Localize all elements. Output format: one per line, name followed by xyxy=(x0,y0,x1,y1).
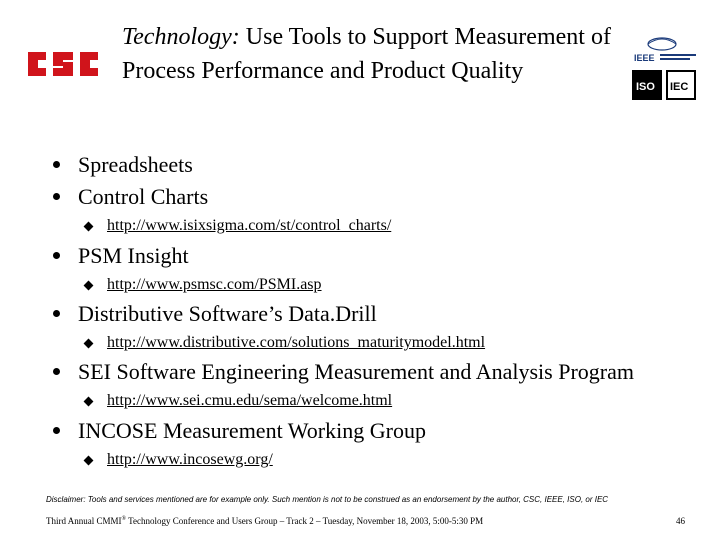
title-lead: Technology: xyxy=(122,24,240,50)
csc-logo xyxy=(26,46,100,82)
footer xyxy=(46,516,483,526)
bullet-control-charts: Control Charts xyxy=(78,184,209,209)
bullet-dot xyxy=(53,368,60,375)
iec-logo xyxy=(666,70,696,100)
title-rest: Use Tools to Support Measurement of Process Performance and Product Quality xyxy=(122,24,611,84)
footer-prefix: Third Annual CMMI xyxy=(46,516,122,526)
bullet-dot xyxy=(53,252,60,259)
iec-text: IEC xyxy=(670,81,689,93)
bullet-sei: SEI Software Engineering Measurement and Analysis Program xyxy=(78,359,634,384)
bullet-dot xyxy=(53,310,60,317)
sub-bullet-diamond xyxy=(84,222,94,232)
bullet-psm-insight: PSM Insight xyxy=(78,243,189,268)
sub-bullet-diamond xyxy=(84,456,94,466)
bullet-dot xyxy=(53,193,60,200)
link-psmsc[interactable]: http://www.psmsc.com/PSMI.asp xyxy=(107,276,322,293)
bullet-incose: INCOSE Measurement Working Group xyxy=(78,418,426,443)
iso-logo xyxy=(632,70,662,100)
ieee-logo xyxy=(634,38,696,63)
sub-bullet-diamond xyxy=(84,339,94,349)
link-isixsigma[interactable]: http://www.isixsigma.com/st/control_charts/ xyxy=(107,217,392,234)
iso-text: ISO xyxy=(636,81,655,93)
bullet-dot xyxy=(53,161,60,168)
link-incose[interactable]: http://www.incosewg.org/ xyxy=(107,451,273,468)
link-distributive[interactable]: http://www.distributive.com/solutions_maturitymodel.html xyxy=(107,334,486,351)
link-sei[interactable]: http://www.sei.cmu.edu/sema/welcome.html xyxy=(107,392,393,409)
sub-bullet-diamond xyxy=(84,281,94,291)
footer-suffix: Technology Conference and Users Group – Track 2 – Tuesday, November 18, 2003, 5:00-5:30 PM xyxy=(126,516,484,526)
bullet-dot xyxy=(53,427,60,434)
standards-logos xyxy=(628,34,700,102)
bullet-spreadsheets: Spreadsheets xyxy=(78,152,193,177)
slide-title xyxy=(122,20,622,88)
registered-mark: ® xyxy=(121,516,127,522)
ieee-text: IEEE xyxy=(634,53,655,63)
bullet-distributive: Distributive Software’s Data.Drill xyxy=(78,301,377,326)
disclaimer: Disclaimer: Tools and services mentioned are for example only. Such mention is not to be construed as an endorsement by the author, CSC, IEEE, ISO, or IEC xyxy=(46,495,609,504)
sub-bullet-diamond xyxy=(84,397,94,407)
page-number: 46 xyxy=(676,516,685,526)
